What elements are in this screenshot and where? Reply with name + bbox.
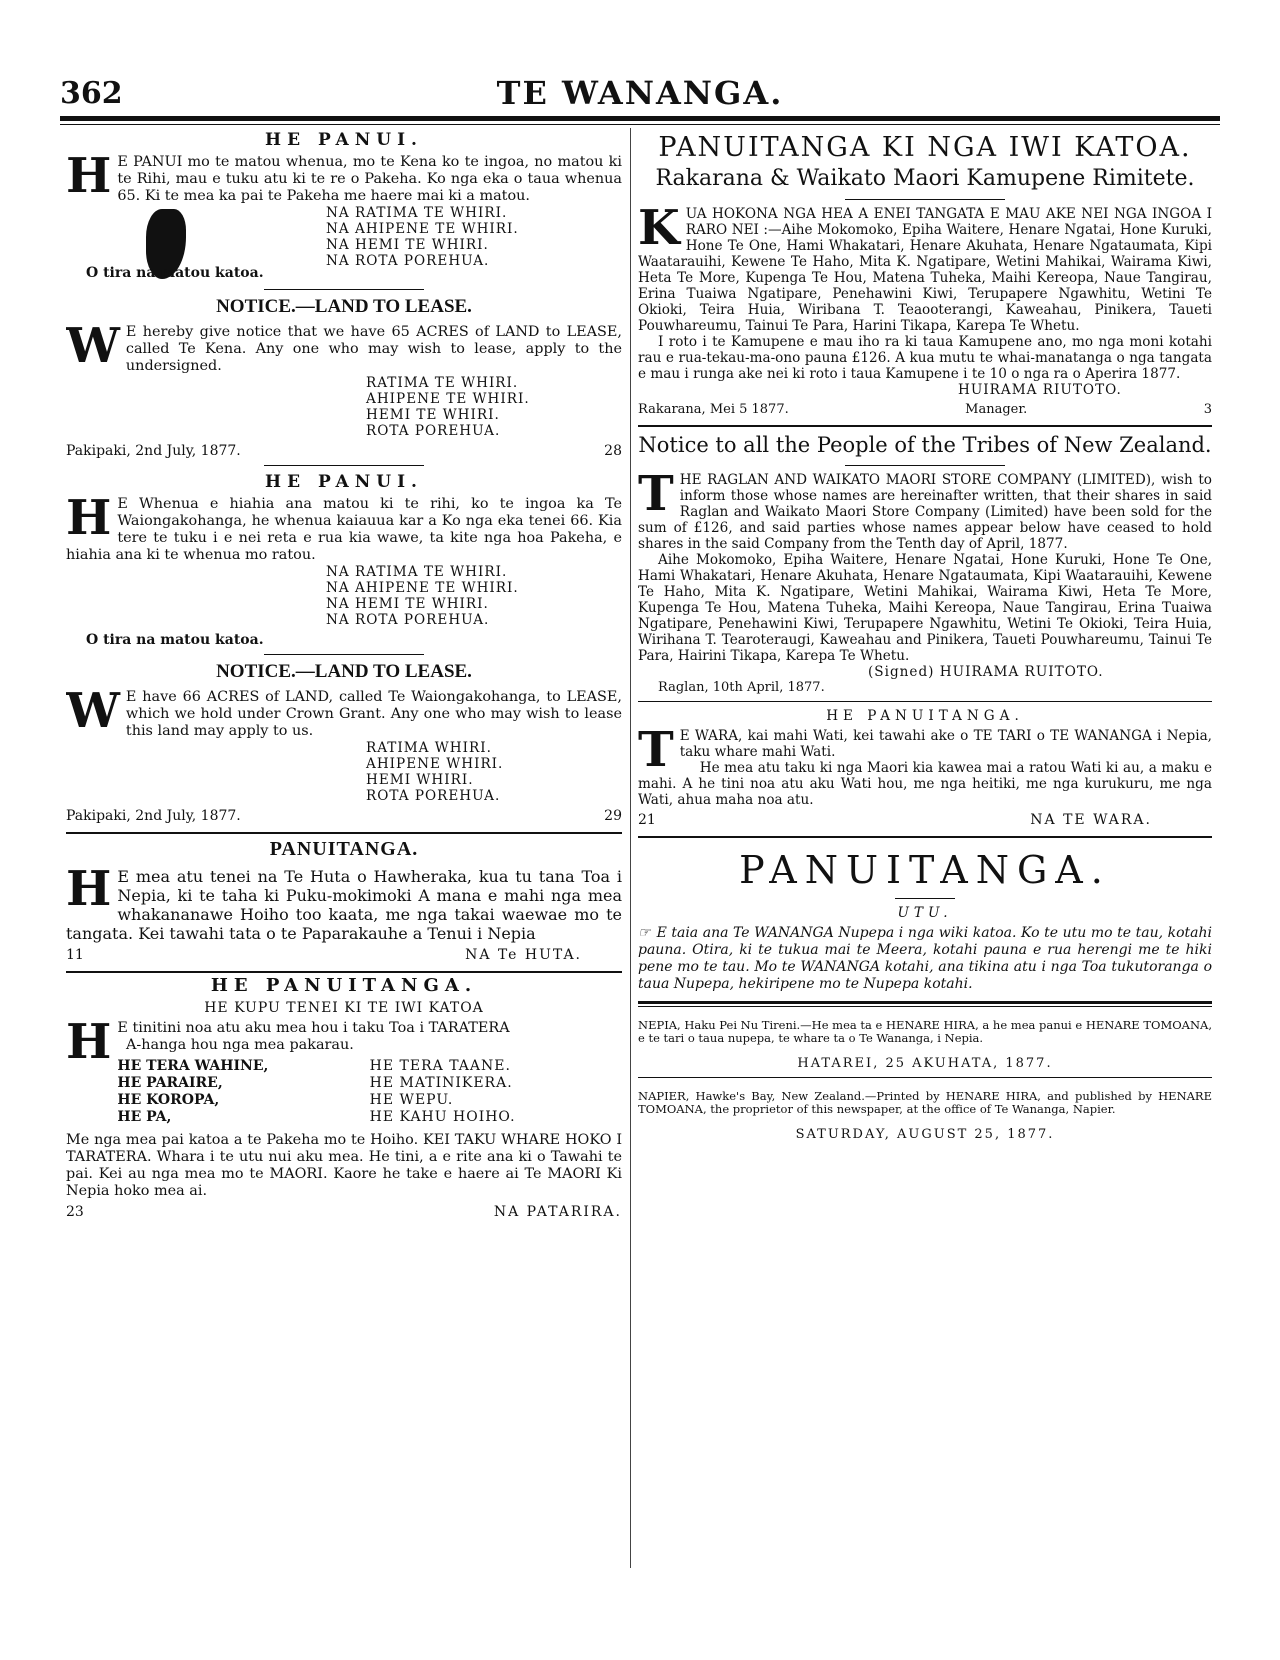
divider — [638, 701, 1212, 702]
advert-number: 23 — [66, 1204, 84, 1220]
signatory: RATIMA WHIRI. — [366, 740, 492, 756]
dropcap: T — [638, 722, 674, 778]
advert-number: 11 — [66, 947, 84, 963]
signatory: NA HEMI TE WHIRI. — [326, 237, 489, 253]
divider — [895, 898, 955, 899]
advert-heading: PANUITANGA. — [269, 838, 419, 860]
dropcap: H — [66, 490, 112, 546]
advert-date: Pakipaki, 2nd July, 1877. — [66, 443, 241, 459]
advert-raglan-english — [638, 433, 1212, 695]
pointing-hand-icon: ☞ — [638, 925, 651, 941]
divider — [66, 832, 622, 834]
advert-heading: HE PANUITANGA. — [826, 708, 1024, 724]
dropcap: W — [66, 683, 120, 739]
advert-subscription — [638, 848, 1212, 993]
dropcap: T — [638, 466, 674, 522]
advert-heading: HE PANUITANGA. — [210, 975, 478, 996]
signatory: AHIPENE WHIRI. — [366, 756, 504, 772]
advert-role: Manager. — [965, 402, 1028, 417]
signatory: NA AHIPENE TE WHIRI. — [326, 221, 519, 237]
advert-text: E mea atu tenei na Te Huta o Hawheraka, kua tu tana Toa i Nepia, ki te taha ki Puku-mokimoki A mana e mahi nga mea whakananawe Hoiho too kaata, me nga takai waewae mo te tangata. Kei tawahi tata o te Paparakauhe a Tenui i Nepia — [66, 867, 622, 943]
list-item: HE KOROPA, — [117, 1092, 220, 1108]
advert-number: 28 — [604, 443, 622, 459]
divider — [638, 836, 1212, 838]
advert-text: E taia ana Te WANANGA Nupepa i nga wiki katoa. Ko te utu mo te tau, kotahi pauna. Otira, ki te tukua mai te Meera, kotahi pauna e rua herengi me te hiki pene mo te tau. Mo te WANANGA kotahi, ana tikina atu i nga Toa tukutoranga o taua Nupepa, hekiripene mo te Nupepa kotahi. — [638, 925, 1212, 992]
advert-signatory: HUIRAMA RIUTOTO. — [958, 382, 1122, 398]
advert-panuitanga-huta — [66, 838, 622, 963]
imprint-english-date: SATURDAY, AUGUST 25, 1877. — [795, 1127, 1055, 1142]
advert-subheading: HE KUPU TENEI KI TE IWI KATOA — [204, 1000, 484, 1016]
list-item: HE WEPU. — [369, 1092, 454, 1108]
advert-number: 21 — [638, 812, 656, 828]
signatory: NA ROTA POREHUA. — [326, 612, 490, 628]
imprint-rule — [638, 1001, 1212, 1004]
advert-raglan-maori — [638, 132, 1212, 417]
advert-text: E hereby give notice that we have 65 ACRES of LAND to LEASE, called Te Kena. Any one who may wish to lease, apply to the undersigned. — [125, 324, 622, 374]
left-column — [66, 128, 622, 1600]
advert-closing: O tira na matou katoa. — [86, 265, 264, 281]
advert-notice-lease-2 — [66, 661, 622, 824]
dropcap: K — [638, 200, 680, 256]
divider — [845, 465, 1005, 466]
masthead-rule-thin — [60, 124, 1220, 125]
signatory: HEMI WHIRI. — [366, 772, 474, 788]
divider — [264, 465, 424, 466]
advert-heading: NOTICE.—LAND TO LEASE. — [216, 296, 472, 317]
advert-he-panui-2 — [66, 472, 622, 648]
advert-date: Raglan, 10th April, 1877. — [658, 680, 825, 695]
imprint-maori: NEPIA, Haku Pei Nu Tireni.—He mea ta e HENARE HIRA, a he mea panui e HENARE TOMOANA, e te tari o taua nupepa, te whare ta o Te Wananga, i Nepia. — [638, 1017, 1212, 1045]
dropcap: H — [66, 861, 112, 917]
advert-subheading: UTU. — [897, 905, 953, 921]
divider — [845, 199, 1005, 200]
advert-text: E PANUI mo te matou whenua, mo te Kena ko te ingoa, no matou ki te Rihi, mau e tuku atu ki te re o Pakeha. Ko nga eka o taua whenua 65. Ki te mea ka pai te Pakeha me haere mai ki a matou. — [117, 154, 622, 204]
advert-patarira — [66, 975, 622, 1220]
signatory: ROTA POREHUA. — [366, 423, 501, 439]
divider — [66, 971, 622, 973]
divider — [638, 1077, 1212, 1078]
imprint-rule-thin — [638, 1006, 1212, 1007]
advert-wara — [638, 708, 1212, 828]
advert-text: HE RAGLAN AND WAIKATO MAORI STORE COMPANY (LIMITED), wish to inform those whose names are hereinafter written, that their shares in said Raglan and Waikato Maori Store Company (Limited) have been sold for the sum of £126, and said parties whose names appear below have ceased to hold shares in the said Company from the Tenth day of April, 1877. — [638, 472, 1212, 552]
list-item: HE TERA WAHINE, — [117, 1058, 269, 1074]
advert-date: Pakipaki, 2nd July, 1877. — [66, 808, 241, 824]
signatory: NA RATIMA TE WHIRI. — [326, 205, 508, 221]
advert-heading: PANUITANGA. — [739, 848, 1111, 892]
advert-heading: Notice to all the People of the Tribes of New Zealand. — [638, 433, 1212, 457]
list-item: HE TERA TAANE. — [369, 1058, 511, 1074]
advert-text: E Whenua e hiahia ana matou ki te rihi, ko te ingoa ka Te Waiongakohanga, he whenua kaiauua kar a Ko nga eka tenei 66. Kia tere te tuku i e nei reta e rua kia wawe, ta kite nga hoa Pakeha, e hiahia ana ki te whenua mo ratou. — [66, 496, 622, 563]
advert-text: Me nga mea pai katoa a te Pakeha mo te Hoiho. KEI TAKU WHARE HOKO I TARATERA. Whara i te utu nui aku mea. He tini, a e rite ana ki o Tawahi te pai. Kei au nga mea mo te MAORI. Kaore he take e haere ai Te MAORI Ki Nepia hoko mea ai. — [66, 1132, 622, 1199]
advert-subheading: Rakarana & Waikato Maori Kamupene Rimitete. — [655, 166, 1195, 191]
imprint-maori-date: HATAREI, 25 AKUHATA, 1877. — [797, 1056, 1053, 1071]
advert-number: 29 — [604, 808, 622, 824]
dropcap: H — [66, 148, 112, 204]
advert-text: He mea atu taku ki nga Maori kia kawea mai a ratou Wati ki au, a maku e mahi. A he tini noa atu aku Wati hou, me nga heitiki, me nga kurukuru, me nga Wati, ahua maha noa atu. — [638, 760, 1212, 808]
dropcap: H — [66, 1014, 112, 1070]
list-item: HE KAHU HOIHO. — [369, 1109, 516, 1125]
advert-text: E have 66 ACRES of LAND, called Te Waiongakohanga, to LEASE, which we hold under Crown Grant. Any one who may wish to lease this land may apply to us. — [125, 689, 622, 739]
advert-signatory: NA Te HUTA. — [465, 947, 582, 963]
advert-heading: NOTICE.—LAND TO LEASE. — [216, 661, 472, 682]
signatory: NA HEMI TE WHIRI. — [326, 596, 489, 612]
advert-signatory: (Signed) HUIRAMA RUITOTO. — [868, 664, 1104, 680]
advert-text: UA HOKONA NGA HEA A ENEI TANGATA E MAU AKE NEI NGA INGOA I RARO NEI :—Aihe Mokomoko, Epiha Waitere, Henare Ngatai, Hone Kuruki, Hone Te One, Hami Whakatari, Henare Akuhata, Henare Ngataumata, Kipi Waatarauihi, Kewene Te Haho, Mita K. Ngatipare, Wetini Mahikai, Wairama Kiwi, Heta Te More, Kupenga Te Hou, Matena Tuheka, Maihi Kereopa, Naue Tangirau, Erina Tuaiwa Ngatipare, Penehawini Kiwi, Terupapere Ngawhitu, Wetini Te Okioki, Teira Huia, Wiribana T. Teaooterangi, Kaweahau, Pinikera, Taueti Pouwhareumu, Tainui Te Para, Harini Tikapa, Karepa Te Whetu. — [638, 206, 1212, 334]
masthead — [60, 70, 1220, 116]
divider — [264, 654, 424, 655]
advert-number: 3 — [1203, 402, 1212, 417]
advert-text: A-hanga hou nga mea pakarau. — [126, 1037, 354, 1053]
advert-signatory: NA TE WARA. — [1030, 812, 1152, 828]
advert-place: Rakarana, Mei 5 1877. — [638, 402, 789, 417]
advert-notice-lease-1 — [66, 296, 622, 459]
page-number: 362 — [60, 76, 123, 111]
signatory: HEMI TE WHIRI. — [366, 407, 500, 423]
signatory: RATIMA TE WHIRI. — [366, 375, 519, 391]
advert-he-panui-1 — [66, 130, 622, 283]
advert-closing: O tira na matou katoa. — [86, 632, 264, 648]
advert-text: E WARA, kai mahi Wati, kei tawahi ake o TE TARI o TE WANANGA i Nepia, taku whare mahi Wati. — [679, 728, 1212, 760]
imprint-english: NAPIER, Hawke's Bay, New Zealand.—Printed by HENARE HIRA, and published by HENARE TOMOANA, the proprietor of this newspaper, at the office of Te Wananga, Napier. — [638, 1088, 1212, 1116]
list-item: HE PARAIRE, — [117, 1075, 223, 1091]
column-divider — [630, 128, 631, 1568]
goods-list — [117, 1058, 622, 1126]
advert-signatory: NA PATARIRA. — [493, 1204, 622, 1220]
right-column — [638, 128, 1212, 1600]
signatory: NA AHIPENE TE WHIRI. — [326, 580, 519, 596]
newspaper-title: TE WANANGA. — [496, 74, 784, 112]
list-item: HE MATINIKERA. — [369, 1075, 513, 1091]
advert-text: Aihe Mokomoko, Epiha Waitere, Henare Ngatai, Hone Kuruki, Hone Te One, Hami Whakatari, Henare Akuhata, Henare Ngataumata, Kipi Waatarauihi, Kewene Te Haho, Mita K. Ngatipare, Wetini Mahikai, Wairama Kiwi, Heta Te More, Kupenga Te Hou, Matena Tuheka, Maihi Kereopa, Naue Tangirau, Erina Tuaiwa Ngatipare, Penehawini Kiwi, Terupapere Ngawhitu, Wetini Te Okioki, Teira Huia, Wirihana T. Tearoteraugi, Kaweahau and Pinikera, Taueti Pouwhareumu, Tainui Te Para, Hairini Tikapa, Karepa Te Whetu. — [638, 552, 1212, 664]
signatory: NA RATIMA TE WHIRI. — [326, 564, 508, 580]
list-item: HE PA, — [117, 1109, 172, 1125]
divider — [264, 289, 424, 290]
advert-heading: HE PANUI. — [265, 472, 423, 492]
signatory: AHIPENE TE WHIRI. — [366, 391, 530, 407]
signatory: NA ROTA POREHUA. — [326, 253, 490, 269]
dropcap: W — [66, 318, 120, 374]
advert-text: E tinitini noa atu aku mea hou i taku Toa i TARATERA — [117, 1020, 510, 1036]
signatory: ROTA POREHUA. — [366, 788, 501, 804]
advert-heading: PANUITANGA KI NGA IWI KATOA. — [658, 132, 1192, 163]
divider — [638, 425, 1212, 427]
imprint — [638, 1019, 1212, 1143]
advert-text: I roto i te Kamupene e mau iho ra ki taua Kamupene ano, mo nga moni kotahi rau e rua-tekau-ma-ono pauna £126. A kua mutu te whai-manatanga o nga tangata e mau i runga ake nei ki roto i taua Kamupene i te 10 o nga ra o Aperira 1877. — [638, 334, 1212, 382]
advert-heading: HE PANUI. — [265, 130, 423, 150]
masthead-rule — [60, 116, 1220, 121]
